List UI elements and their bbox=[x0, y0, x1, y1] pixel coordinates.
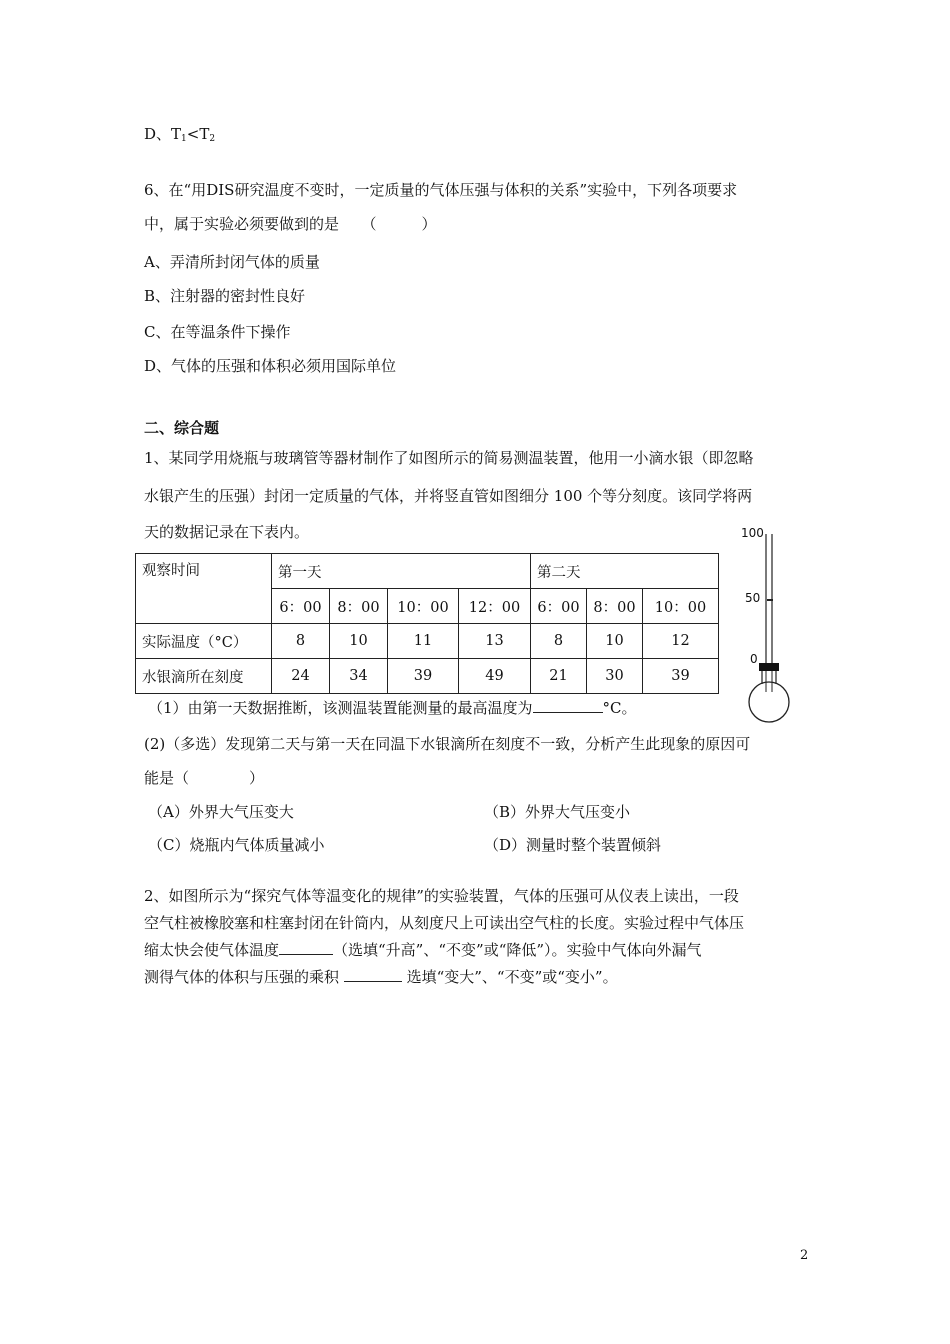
tick-label-100: 100 bbox=[741, 526, 764, 540]
table-cell: 8 bbox=[531, 624, 587, 659]
table-cell: 12：00 bbox=[459, 589, 531, 624]
answer-blank[interactable] bbox=[344, 967, 402, 982]
table-cell: 39 bbox=[388, 659, 459, 694]
table-cell: 8：00 bbox=[587, 589, 643, 624]
p1-sub1: （1）由第一天数据推断，该测温装置能测量的最高温度为 °C。 bbox=[148, 699, 637, 717]
p1-line2: 水银产生的压强）封闭一定质量的气体，并将竖直管如图细分 100 个等分刻度。该同学将两 bbox=[144, 487, 753, 505]
table-cell: 39 bbox=[643, 659, 719, 694]
tick-label-0: 0 bbox=[750, 652, 758, 666]
p2-line2: 空气柱被橡胶塞和柱塞封闭在针筒内，从刻度尺上可读出空气柱的长度。实验过程中气体压 bbox=[144, 914, 745, 932]
p1-option-a: （A）外界大气压变大 bbox=[148, 803, 294, 821]
data-table bbox=[135, 553, 719, 694]
table-cell: 10：00 bbox=[388, 589, 459, 624]
table-cell: 10：00 bbox=[643, 589, 719, 624]
q6-option-b: B、注射器的密封性良好 bbox=[144, 287, 306, 305]
p1-sub2-line2: 能是（ ） bbox=[144, 769, 265, 787]
p2-line3: 缩太快会使气体温度 （选填“升高”、“不变”或“降低”）。实验中气体向外漏气 bbox=[144, 941, 702, 959]
table-day1: 第一天 bbox=[272, 554, 531, 589]
thermometer-figure bbox=[730, 520, 810, 730]
table-row bbox=[136, 624, 719, 659]
table-cell: 13 bbox=[459, 624, 531, 659]
answer-blank[interactable] bbox=[279, 940, 333, 955]
q5-option-d: D、$T_1<T_2$ bbox=[144, 125, 216, 144]
table-cell: 8：00 bbox=[330, 589, 388, 624]
table-cell: 6：00 bbox=[531, 589, 587, 624]
p1-sub2-line1: (2)（多选）发现第二天与第一天在同温下水银滴所在刻度不一致，分析产生此现象的原因可 bbox=[144, 735, 751, 753]
p2-line1: 2、如图所示为“探究气体等温变化的规律”的实验装置，气体的压强可从仪表上读出，一段 bbox=[144, 887, 739, 905]
flask-bulb bbox=[749, 682, 789, 722]
q6-option-c: C、在等温条件下操作 bbox=[144, 323, 291, 341]
table-cell: 12 bbox=[643, 624, 719, 659]
table-row bbox=[136, 554, 719, 589]
table-cell: 8 bbox=[272, 624, 330, 659]
table-cell: 34 bbox=[330, 659, 388, 694]
table-cell: 24 bbox=[272, 659, 330, 694]
table-scale-label: 水银滴所在刻度 bbox=[136, 659, 272, 694]
p1-option-c: （C）烧瓶内气体质量减小 bbox=[148, 836, 325, 854]
q6-stem-line1: 6、在“用DIS研究温度不变时，一定质量的气体压强与体积的关系”实验中，下列各项要求 bbox=[144, 181, 738, 199]
table-cell: 21 bbox=[531, 659, 587, 694]
stopper bbox=[759, 663, 779, 671]
p1-option-b: （B）外界大气压变小 bbox=[484, 803, 631, 821]
p1-option-d: （D）测量时整个装置倾斜 bbox=[484, 836, 662, 854]
table-cell: 10 bbox=[330, 624, 388, 659]
q6-stem-line2: 中，属于实验必须要做到的是 （ ） bbox=[144, 215, 437, 233]
answer-blank[interactable] bbox=[533, 698, 603, 713]
q6-option-a: A、弄清所封闭气体的质量 bbox=[144, 253, 320, 271]
table-day2: 第二天 bbox=[531, 554, 719, 589]
p1-line1: 1、某同学用烧瓶与玻璃管等器材制作了如图所示的简易测温装置，他用一小滴水银（即忽略 bbox=[144, 449, 754, 467]
tick-label-50: 50 bbox=[745, 591, 761, 605]
section-heading: 二、综合题 bbox=[144, 419, 220, 437]
page-number: 2 bbox=[800, 1248, 809, 1263]
p1-line3: 天的数据记录在下表内。 bbox=[144, 523, 310, 541]
table-cell: 11 bbox=[388, 624, 459, 659]
table-cell: 6：00 bbox=[272, 589, 330, 624]
table-row bbox=[136, 659, 719, 694]
p2-line4: 测得气体的体积与压强的乘积 选填“变大”、“不变”或“变小”。 bbox=[144, 968, 618, 986]
table-header-label: 观察时间 bbox=[136, 554, 272, 624]
table-cell: 30 bbox=[587, 659, 643, 694]
table-cell: 10 bbox=[587, 624, 643, 659]
table-cell: 49 bbox=[459, 659, 531, 694]
q6-option-d: D、气体的压强和体积必须用国际单位 bbox=[144, 357, 397, 375]
table-temp-label: 实际温度（°C） bbox=[136, 624, 272, 659]
